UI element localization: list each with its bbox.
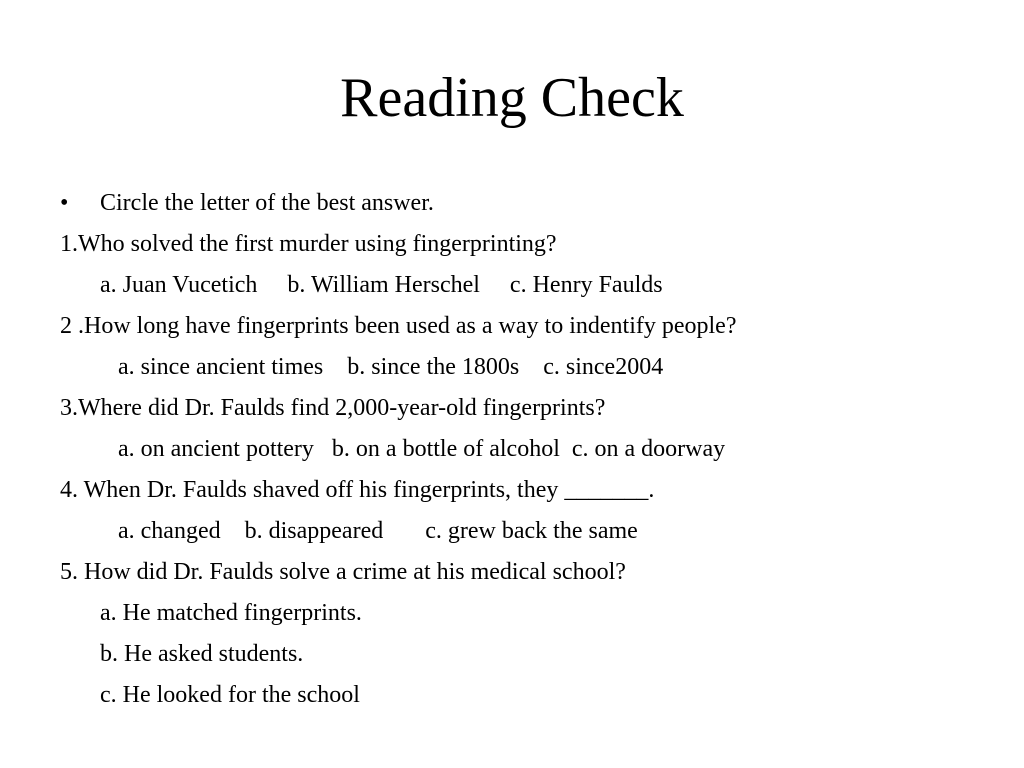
question-5: 5. How did Dr. Faulds solve a crime at his medical school? bbox=[60, 559, 626, 585]
question-4-answers: a. changed b. disappeared c. grew back the same bbox=[118, 518, 638, 544]
question-1-answers: a. Juan Vucetich b. William Herschel c. Henry Faulds bbox=[100, 272, 663, 298]
question-2-answers: a. since ancient times b. since the 1800s c. since2004 bbox=[118, 354, 664, 380]
question-4: 4. When Dr. Faulds shaved off his fingerprints, they _______. bbox=[60, 477, 655, 503]
question-1: 1.Who solved the first murder using fingerprinting? bbox=[60, 231, 557, 257]
bullet-icon: • bbox=[60, 190, 69, 216]
question-2: 2 .How long have fingerprints been used as a way to indentify people? bbox=[60, 313, 737, 339]
question-5-answer-b: b. He asked students. bbox=[100, 641, 304, 667]
question-5-answer-a: a. He matched fingerprints. bbox=[100, 600, 362, 626]
question-5-answer-c: c. He looked for the school bbox=[100, 682, 360, 708]
slide-title: Reading Check bbox=[340, 67, 684, 129]
question-3-answers: a. on ancient pottery b. on a bottle of alcohol c. on a doorway bbox=[118, 436, 726, 462]
question-3: 3.Where did Dr. Faulds find 2,000-year-old fingerprints? bbox=[60, 395, 606, 421]
instruction-text: Circle the letter of the best answer. bbox=[100, 190, 434, 216]
